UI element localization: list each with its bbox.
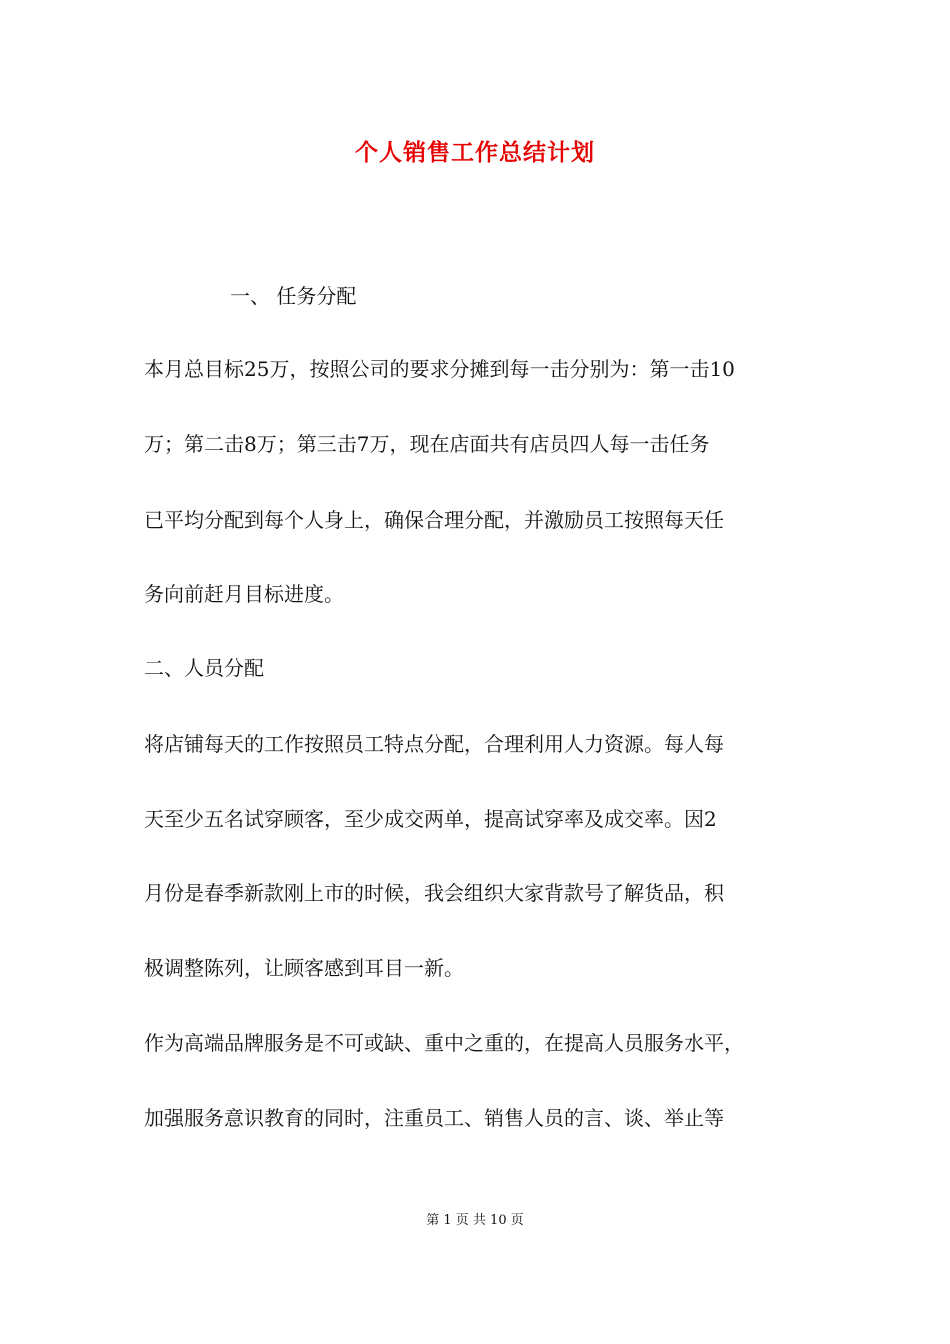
section-heading-1: 一、 任务分配 xyxy=(230,284,357,308)
document-title: 个人销售工作总结计划 xyxy=(355,139,595,166)
page-number-text: 第 1 页 共 10 页 xyxy=(426,1213,524,1228)
section-heading-2: 二、人员分配 xyxy=(144,656,264,680)
paragraph-line: 天至少五名试穿顾客，至少成交两单，提高试穿率及成交率。因2 xyxy=(144,807,717,831)
paragraph-line: 将店铺每天的工作按照员工特点分配，合理利用人力资源。每人每 xyxy=(144,732,724,756)
page-footer xyxy=(0,1209,950,1228)
paragraph-line: 务向前赶月目标进度。 xyxy=(144,582,344,606)
paragraph-line: 加强服务意识教育的同时，注重员工、销售人员的言、谈、举止等 xyxy=(144,1106,724,1130)
paragraph-line: 作为高端品牌服务是不可或缺、重中之重的，在提高人员服务水平， xyxy=(144,1031,744,1055)
paragraph-line: 万；第二击8万；第三击7万，现在店面共有店员四人每一击任务 xyxy=(144,432,710,456)
paragraph-line: 已平均分配到每个人身上，确保合理分配，并激励员工按照每天任 xyxy=(144,508,724,532)
paragraph-line: 本月总目标25万，按照公司的要求分摊到每一击分别为：第一击10 xyxy=(144,357,735,381)
paragraph-line: 极调整陈列，让顾客感到耳目一新。 xyxy=(144,956,464,980)
paragraph-line: 月份是春季新款刚上市的时候，我会组织大家背款号了解货品，积 xyxy=(144,881,724,905)
